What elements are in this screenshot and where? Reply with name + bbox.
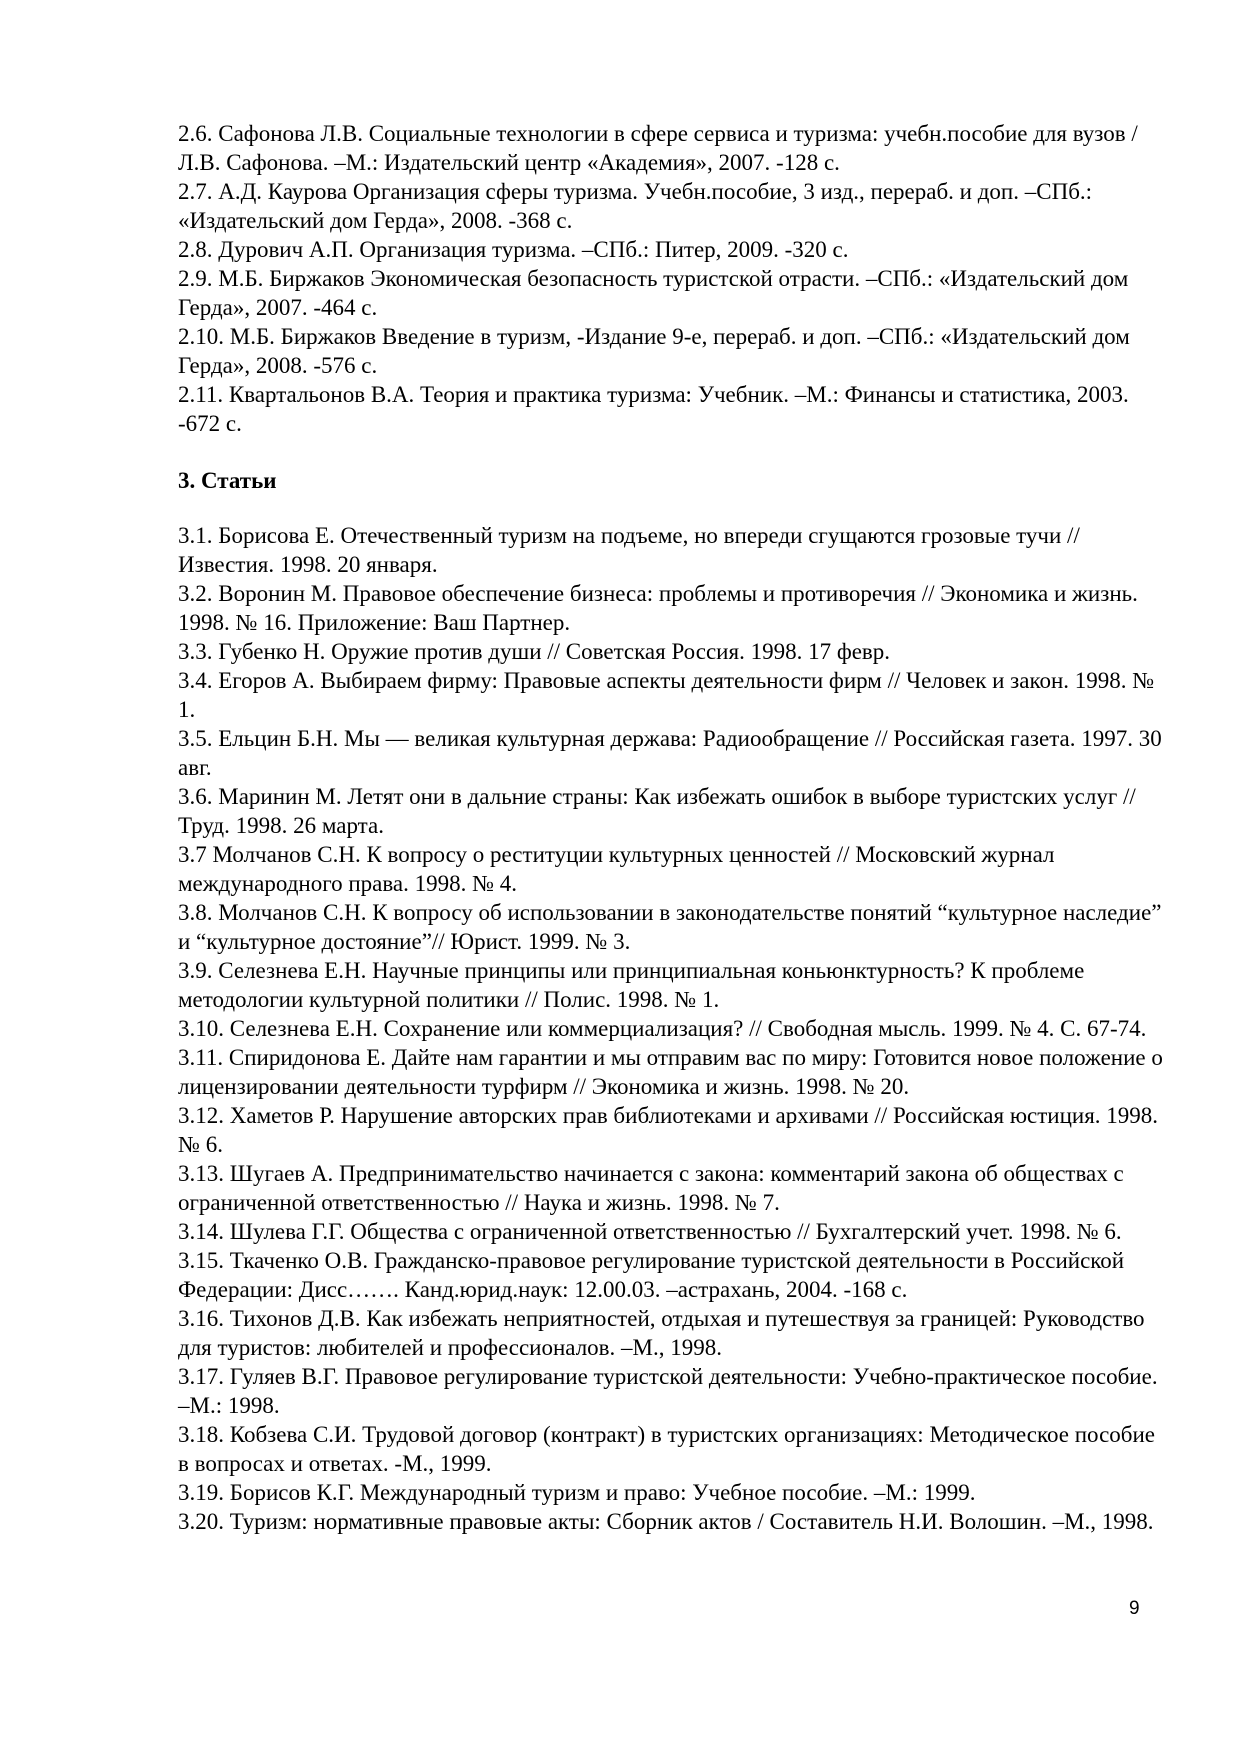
reference-entry: 3.6. Маринин М. Летят они в дальние страны: Как избежать ошибок в выборе туристских услуг // Труд. 1998. 26 марта. [178, 784, 1136, 838]
reference-entry: 3.15. Ткаченко О.В. Гражданско-правовое регулирование туристской деятельности в Российской Федерации: Дисс……. Канд.юрид.наук: 12.00.03. –астрахань, 2004. -168 с. [178, 1248, 1125, 1302]
reference-entry: 3.18. Кобзева С.И. Трудовой договор (контракт) в туристских организациях: Методическое пособие в вопросах и ответах. -М., 1999. [178, 1422, 1156, 1476]
section-3-list [178, 521, 1163, 1536]
reference-entry: 3.19. Борисов К.Г. Международный туризм и право: Учебное пособие. –М.: 1999. [178, 1480, 976, 1505]
reference-entry: 2.8. Дурович А.П. Организация туризма. –СПб.: Питер, 2009. -320 с. [178, 237, 849, 262]
reference-entry: 3.12. Хаметов Р. Нарушение авторских прав библиотеками и архивами // Российская юстиция. 1998. № 6. [178, 1103, 1159, 1157]
page-content [178, 119, 1163, 1536]
reference-entry: 3.2. Воронин М. Правовое обеспечение бизнеса: проблемы и противоречия // Экономика и жизнь. 1998. № 16. Приложение: Ваш Партнер. [178, 581, 1138, 635]
reference-entry: 3.3. Губенко Н. Оружие против души // Советская Россия. 1998. 17 февр. [178, 639, 891, 664]
reference-entry: 3.5. Ельцин Б.Н. Мы — великая культурная держава: Радиообращение // Российская газета. 1997. 30 авг. [178, 726, 1162, 780]
reference-entry: 3.17. Гуляев В.Г. Правовое регулирование туристской деятельности: Учебно-практическое пособие. –М.: 1998. [178, 1364, 1158, 1418]
reference-entry: 3.4. Егоров А. Выбираем фирму: Правовые аспекты деятельности фирм // Человек и закон. 1998. № 1. [178, 668, 1155, 722]
reference-entry: 3.13. Шугаев А. Предпринимательство начинается с закона: комментарий закона об обществах с ограниченной ответственностью // Наука и жизнь. 1998. № 7. [178, 1161, 1124, 1215]
section-2-list [178, 119, 1163, 438]
reference-entry: 2.7. А.Д. Каурова Организация сферы туризма. Учебн.пособие, 3 изд., перераб. и доп. –СПб.: «Издательский дом Герда», 2008. -368 с. [178, 179, 1093, 233]
reference-entry: 3.7 Молчанов С.Н. К вопросу о реституции культурных ценностей // Московский журнал международного права. 1998. № 4. [178, 842, 1055, 896]
reference-entry: 2.11. Квартальонов В.А. Теория и практика туризма: Учебник. –М.: Финансы и статистика, 2003. -672 с. [178, 382, 1129, 436]
reference-entry: 3.16. Тихонов Д.В. Как избежать неприятностей, отдыхая и путешествуя за границей: Руководство для туристов: любителей и профессионалов. –М., 1998. [178, 1306, 1145, 1360]
reference-entry: 2.10. М.Б. Биржаков Введение в туризм, -Издание 9-е, перераб. и доп. –СПб.: «Издательский дом Герда», 2008. -576 с. [178, 324, 1130, 378]
reference-entry: 3.10. Селезнева Е.Н. Сохранение или коммерциализация? // Свободная мысль. 1999. № 4. С. 67-74. [178, 1016, 1147, 1041]
reference-entry: 2.9. М.Б. Биржаков Экономическая безопасность туристской отрасти. –СПб.: «Издательский дом Герда», 2007. -464 с. [178, 266, 1129, 320]
reference-entry: 3.14. Шулева Г.Г. Общества с ограниченной ответственностью // Бухгалтерский учет. 1998. № 6. [178, 1219, 1122, 1244]
page-number: 9 [1129, 1598, 1140, 1619]
reference-entry: 3.9. Селезнева Е.Н. Научные принципы или принципиальная коньюнктурность? К проблеме методологии культурной политики // Полис. 1998. № 1. [178, 958, 1085, 1012]
reference-entry: 3.11. Спиридонова Е. Дайте нам гарантии и мы отправим вас по миру: Готовится новое положение о лицензировании деятельности турфирм // Экономика и жизнь. 1998. № 20. [178, 1045, 1163, 1099]
reference-entry: 3.20. Туризм: нормативные правовые акты: Сборник актов / Составитель Н.И. Волошин. –М., 1998. [178, 1509, 1154, 1534]
section-heading: 3. Статьи [178, 468, 277, 493]
reference-entry: 2.6. Сафонова Л.В. Социальные технологии в сфере сервиса и туризма: учебн.пособие для вузов / Л.В. Сафонова. –М.: Издательский центр «Академия», 2007. -128 с. [178, 121, 1138, 175]
reference-entry: 3.1. Борисова Е. Отечественный туризм на подъеме, но впереди сгущаются грозовые тучи // Известия. 1998. 20 января. [178, 523, 1080, 577]
reference-entry: 3.8. Молчанов С.Н. К вопросу об использовании в законодательстве понятий “культурное наследие” и “культурное достояние”// Юрист. 1999. № 3. [178, 900, 1162, 954]
